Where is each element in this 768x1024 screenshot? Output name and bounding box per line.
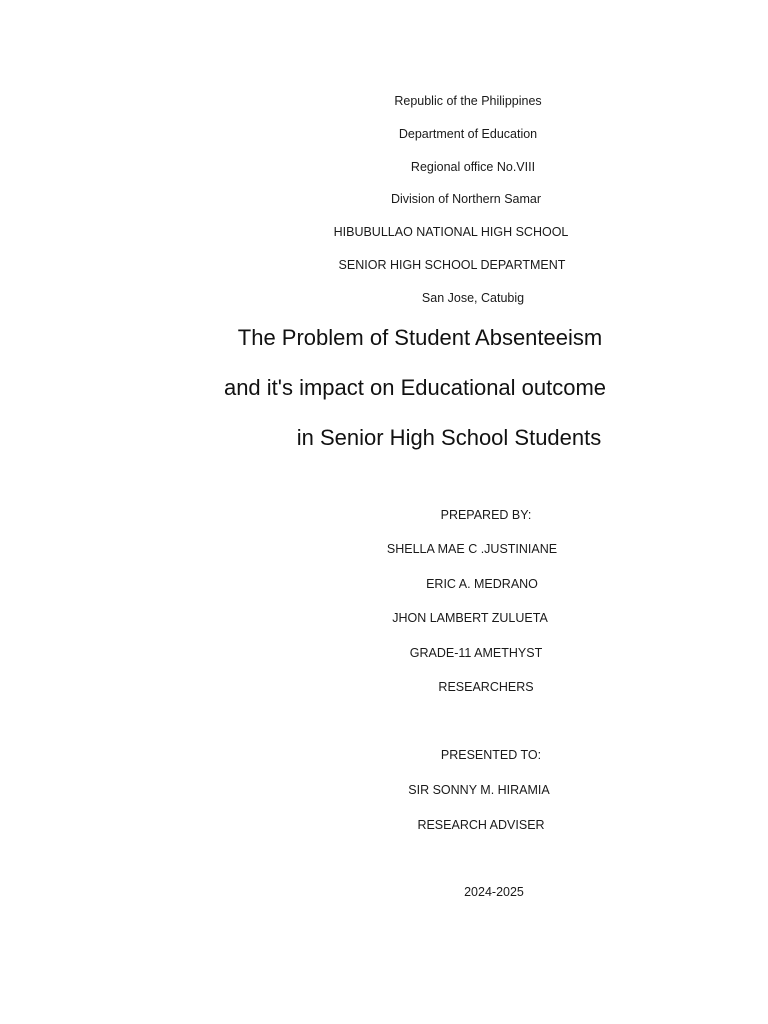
presented-to-label: PRESENTED TO: [440,748,542,762]
header-address: San Jose, Catubig [421,291,525,305]
title-line-3: in Senior High School Students [296,425,602,450]
title-line-1: The Problem of Student Absenteeism [237,325,603,350]
author-name-2: ERIC A. MEDRANO [426,577,538,591]
header-department-name: SENIOR HIGH SCHOOL DEPARTMENT [338,258,566,272]
adviser-role: RESEARCH ADVISER [417,818,545,832]
author-name-1: SHELLA MAE C .JUSTINIANE [386,542,558,556]
adviser-name: SIR SONNY M. HIRAMIA [408,783,550,797]
header-regional-office: Regional office No.VIII [410,160,536,174]
title-line-2: and it's impact on Educational outcome [223,375,607,400]
prepared-by-label: PREPARED BY: [440,508,532,522]
researchers-label: RESEARCHERS [438,680,534,694]
header-department: Department of Education [398,127,538,141]
author-name-3: JHON LAMBERT ZULUETA [392,611,548,625]
grade-section: GRADE-11 AMETHYST [409,646,543,660]
header-school-name: HIBUBULLAO NATIONAL HIGH SCHOOL [333,225,569,239]
school-year: 2024-2025 [464,885,524,899]
header-division: Division of Northern Samar [390,192,542,206]
header-republic: Republic of the Philippines [394,94,542,108]
